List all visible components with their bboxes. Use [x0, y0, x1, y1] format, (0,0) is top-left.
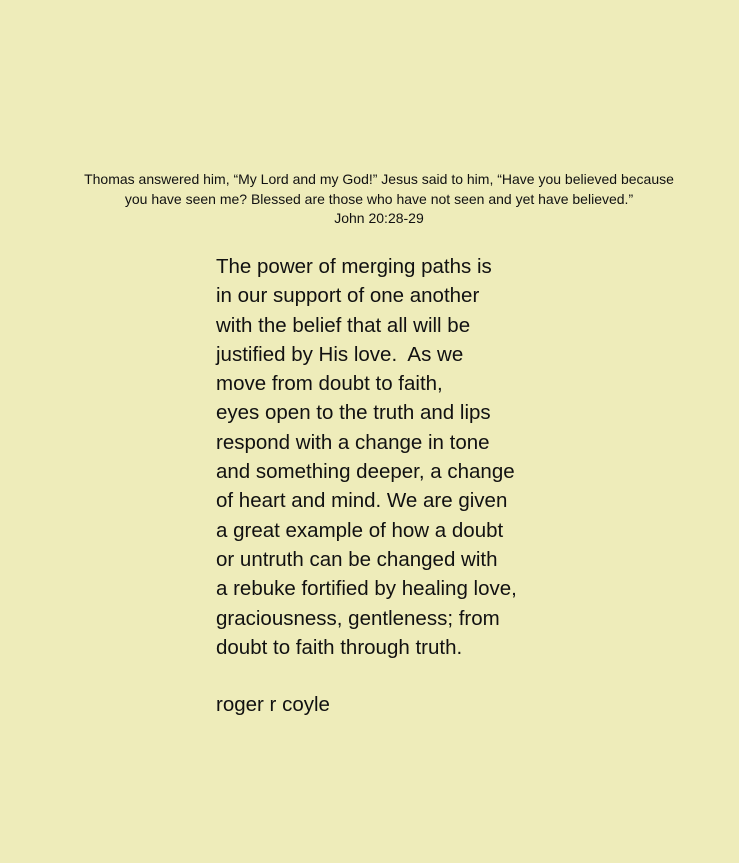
poem-line: or untruth can be changed with: [216, 547, 498, 571]
scripture-reference: John 20:28-29: [334, 210, 424, 226]
poem-line: graciousness, gentleness; from: [216, 606, 500, 630]
poem-line: with the belief that all will be: [216, 313, 471, 337]
poem-line: doubt to faith through truth.: [216, 635, 463, 659]
poem-line: move from doubt to faith,: [216, 372, 443, 396]
author-signature: roger r coyle: [216, 693, 330, 716]
scripture-quote: [40, 170, 718, 229]
poem-line: in our support of one another: [216, 284, 480, 308]
poem-line: eyes open to the truth and lips: [216, 401, 491, 425]
poem-line: respond with a change in tone: [216, 430, 490, 454]
poem-line: The power of merging paths is: [216, 255, 492, 278]
scripture-line: Thomas answered him, “My Lord and my God!” Jesus said to him, “Have you believed because: [84, 171, 674, 187]
poem-body: [216, 252, 616, 662]
poem-line: a great example of how a doubt: [216, 518, 504, 542]
poem-line: of heart and mind. We are given: [216, 489, 508, 513]
poem-line: and something deeper, a change: [216, 460, 515, 484]
poem-line: a rebuke fortified by healing love,: [216, 577, 517, 601]
scripture-line: you have seen me? Blessed are those who have not seen and yet have believed.”: [124, 190, 634, 207]
poem-line: justified by His love. As we: [216, 342, 464, 366]
